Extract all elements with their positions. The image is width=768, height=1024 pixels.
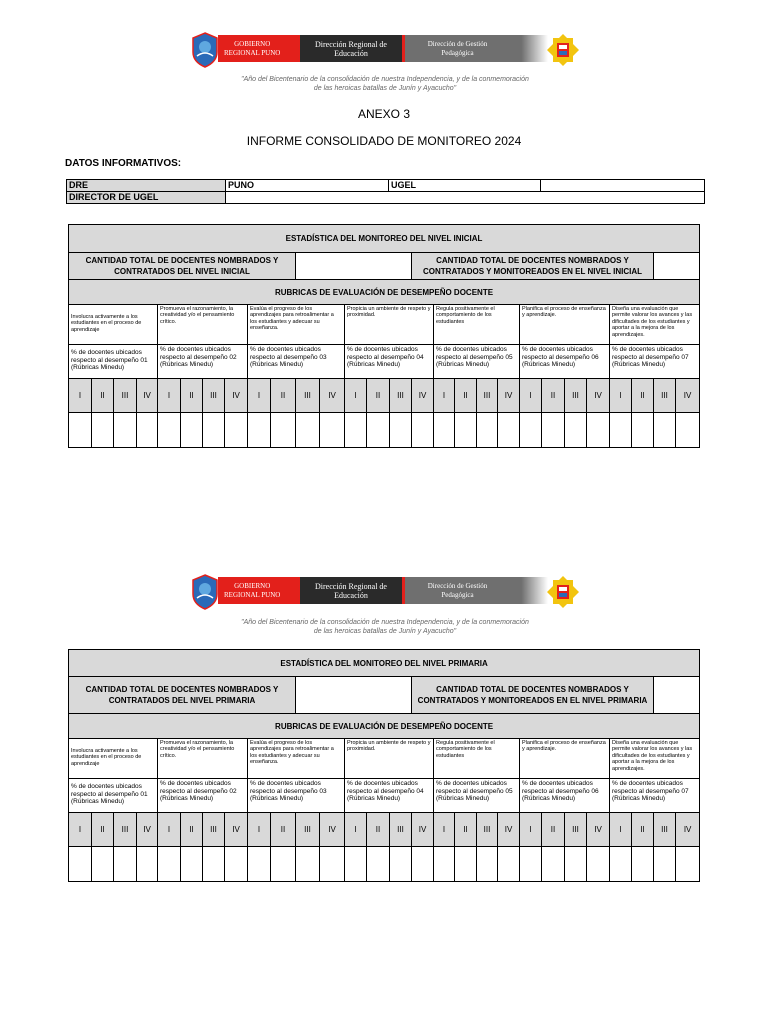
level-header-cell: IV	[498, 379, 520, 413]
level-value-cell[interactable]	[412, 847, 434, 882]
inicial-total-monitoreados-value[interactable]	[654, 253, 700, 280]
level-header-cell: IV	[676, 379, 700, 413]
rubric-percentage-label: % de docentes ubicados respecto al desempeño 01 (Rúbricas Minedu)	[69, 345, 158, 379]
level-value-cell[interactable]	[225, 847, 248, 882]
level-header-cell: IV	[587, 813, 610, 847]
level-value-cell[interactable]	[610, 847, 632, 882]
ugel-value-cell[interactable]	[541, 180, 705, 192]
level-value-cell[interactable]	[92, 847, 114, 882]
level-header-cell: III	[296, 813, 320, 847]
rubric-description: Evalúa el progreso de los aprendizajes para retroalimentar a los estudiantes y adecuar su enseñanza.	[248, 305, 345, 345]
level-header-cell: IV	[320, 379, 345, 413]
level-header-cell: III	[477, 379, 498, 413]
monitoreo-primaria-table	[68, 649, 700, 882]
level-header-cell: II	[271, 813, 296, 847]
level-value-cell[interactable]	[367, 413, 390, 448]
level-value-cell[interactable]	[345, 847, 367, 882]
level-value-cell[interactable]	[587, 847, 610, 882]
level-value-cell[interactable]	[181, 413, 203, 448]
monitoreo-inicial-table	[68, 224, 700, 448]
level-value-cell[interactable]	[345, 413, 367, 448]
level-value-cell[interactable]	[676, 413, 700, 448]
level-value-cell[interactable]	[225, 413, 248, 448]
rubric-percentage-label: % de docentes ubicados respecto al desempeño 06 (Rúbricas Minedu)	[520, 779, 610, 813]
level-header-cell: I	[158, 379, 181, 413]
level-value-cell[interactable]	[390, 847, 412, 882]
rubric-description: Planifica el proceso de enseñanza y aprendizaje.	[520, 305, 610, 345]
rubric-description: Involucra activamente a los estudiantes en el proceso de aprendizaje	[69, 305, 158, 345]
level-value-cell[interactable]	[498, 413, 520, 448]
level-value-cell[interactable]	[69, 847, 92, 882]
inicial-title: ESTADÍSTICA DEL MONITOREO DEL NIVEL INICIAL	[69, 225, 700, 253]
level-header-cell: I	[610, 379, 632, 413]
level-value-cell[interactable]	[137, 413, 158, 448]
rubric-percentage-label: % de docentes ubicados respecto al desempeño 03 (Rúbricas Minedu)	[248, 779, 345, 813]
level-value-cell[interactable]	[542, 413, 565, 448]
level-value-cell[interactable]	[296, 847, 320, 882]
level-header-cell: II	[632, 813, 654, 847]
level-header-cell: III	[654, 813, 676, 847]
dgp-label: Dirección de Gestión Pedagógica	[402, 577, 510, 604]
rubric-description: Diseña una evaluación que permite valorar los avances y las dificultades de los estudiantes y aportar a la mejora de los aprendizajes.	[610, 305, 700, 345]
level-header-cell: III	[203, 813, 225, 847]
inicial-description-row	[69, 305, 700, 345]
level-header-cell: I	[248, 813, 271, 847]
level-value-cell[interactable]	[520, 413, 542, 448]
level-value-cell[interactable]	[676, 847, 700, 882]
rubric-percentage-label: % de docentes ubicados respecto al desempeño 02 (Rúbricas Minedu)	[158, 345, 248, 379]
institutional-banner	[190, 32, 580, 68]
level-header-cell: III	[296, 379, 320, 413]
level-value-cell[interactable]	[114, 413, 137, 448]
level-header-cell: I	[248, 379, 271, 413]
annex-title: ANEXO 3	[357, 107, 411, 121]
level-header-cell: I	[345, 813, 367, 847]
level-value-cell[interactable]	[654, 847, 676, 882]
level-value-cell[interactable]	[367, 847, 390, 882]
level-value-cell[interactable]	[455, 847, 477, 882]
level-value-cell[interactable]	[248, 413, 271, 448]
level-value-cell[interactable]	[137, 847, 158, 882]
institutional-banner-2	[190, 574, 580, 610]
level-header-cell: II	[271, 379, 296, 413]
level-value-cell[interactable]	[271, 413, 296, 448]
dre-value-cell: PUNO	[226, 180, 389, 192]
datos-table	[66, 179, 705, 204]
level-value-cell[interactable]	[271, 847, 296, 882]
dre-label: Dirección Regional de Educación	[300, 577, 402, 604]
level-header-cell: IV	[225, 379, 248, 413]
level-value-cell[interactable]	[69, 413, 92, 448]
level-header-cell: I	[520, 379, 542, 413]
level-header-cell: IV	[320, 813, 345, 847]
level-value-cell[interactable]	[158, 847, 181, 882]
inicial-value-row	[69, 413, 700, 448]
level-header-cell: I	[434, 813, 455, 847]
ugel-label-cell: UGEL	[389, 180, 541, 192]
level-value-cell[interactable]	[565, 413, 587, 448]
level-value-cell[interactable]	[565, 847, 587, 882]
level-value-cell[interactable]	[320, 413, 345, 448]
level-value-cell[interactable]	[203, 413, 225, 448]
level-value-cell[interactable]	[248, 847, 271, 882]
rubric-description: Evalúa el progreso de los aprendizajes para retroalimentar a los estudiantes y adecuar su enseñanza.	[248, 739, 345, 779]
primaria-title: ESTADÍSTICA DEL MONITOREO DEL NIVEL PRIMARIA	[69, 650, 700, 677]
level-header-cell: II	[367, 813, 390, 847]
level-header-cell: III	[114, 379, 137, 413]
level-value-cell[interactable]	[181, 847, 203, 882]
level-value-cell[interactable]	[587, 413, 610, 448]
level-header-cell: III	[390, 379, 412, 413]
level-value-cell[interactable]	[320, 847, 345, 882]
dre-label: Dirección Regional de Educación	[300, 35, 402, 62]
rubric-description: Involucra activamente a los estudiantes en el proceso de aprendizaje	[69, 739, 158, 779]
level-header-cell: III	[654, 379, 676, 413]
level-header-cell: III	[114, 813, 137, 847]
level-header-cell: II	[181, 813, 203, 847]
primaria-total-monitoreados-label: CANTIDAD TOTAL DE DOCENTES NOMBRADOS Y CONTRATADOS Y MONITOREADOS EN EL NIVEL PRIMARIA	[412, 677, 654, 714]
level-header-cell: I	[69, 813, 92, 847]
rubric-percentage-label: % de docentes ubicados respecto al desempeño 07 (Rúbricas Minedu)	[610, 345, 700, 379]
level-value-cell[interactable]	[498, 847, 520, 882]
inicial-total-monitoreados-label: CANTIDAD TOTAL DE DOCENTES NOMBRADOS Y CONTRATADOS Y MONITOREADOS EN EL NIVEL INICIAL	[412, 253, 654, 280]
rubric-percentage-label: % de docentes ubicados respecto al desempeño 05 (Rúbricas Minedu)	[434, 779, 520, 813]
level-header-cell: IV	[225, 813, 248, 847]
motto: "Año del Bicentenario de la consolidación de nuestra Independencia, y de la conmemoración de las heroicas batallas de Junín y Ayacucho"	[241, 76, 529, 92]
level-header-cell: II	[632, 379, 654, 413]
rubric-percentage-label: % de docentes ubicados respecto al desempeño 06 (Rúbricas Minedu)	[520, 345, 610, 379]
rubric-description: Propicia un ambiente de respeto y proximidad.	[345, 739, 434, 779]
rubric-description: Regula positivamente el comportamiento de los estudiantes	[434, 739, 520, 779]
level-header-cell: III	[565, 379, 587, 413]
inicial-percentage-row	[69, 345, 700, 379]
primaria-total-nombrados-label: CANTIDAD TOTAL DE DOCENTES NOMBRADOS Y CONTRATADOS DEL NIVEL PRIMARIA	[69, 677, 296, 714]
level-header-cell: IV	[412, 379, 434, 413]
rubric-description: Planifica el proceso de enseñanza y aprendizaje.	[520, 739, 610, 779]
level-value-cell[interactable]	[477, 413, 498, 448]
rubric-percentage-label: % de docentes ubicados respecto al desempeño 07 (Rúbricas Minedu)	[610, 779, 700, 813]
inicial-total-nombrados-label: CANTIDAD TOTAL DE DOCENTES NOMBRADOS Y CONTRATADOS DEL NIVEL INICIAL	[69, 253, 296, 280]
rubric-percentage-label: % de docentes ubicados respecto al desempeño 01 (Rúbricas Minedu)	[69, 779, 158, 813]
rubric-description: Regula positivamente el comportamiento de los estudiantes	[434, 305, 520, 345]
level-header-cell: I	[610, 813, 632, 847]
rubric-description: Diseña una evaluación que permite valorar los avances y las dificultades de los estudiantes y aportar a la mejora de los aprendizajes.	[610, 739, 700, 779]
rubric-description: Propicia un ambiente de respeto y proximidad.	[345, 305, 434, 345]
director-label-cell: DIRECTOR DE UGEL	[67, 192, 226, 204]
level-value-cell[interactable]	[390, 413, 412, 448]
level-header-cell: III	[565, 813, 587, 847]
level-value-cell[interactable]	[434, 847, 455, 882]
level-header-cell: II	[92, 379, 114, 413]
primaria-percentage-row	[69, 779, 700, 813]
level-header-cell: IV	[587, 379, 610, 413]
level-header-cell: IV	[137, 813, 158, 847]
rubric-percentage-label: % de docentes ubicados respecto al desempeño 04 (Rúbricas Minedu)	[345, 779, 434, 813]
datos-informativos-label: DATOS INFORMATIVOS:	[65, 158, 182, 169]
level-value-cell[interactable]	[632, 847, 654, 882]
dgp-label: Dirección de Gestión Pedagógica	[402, 35, 510, 62]
level-value-cell[interactable]	[542, 847, 565, 882]
level-value-cell[interactable]	[434, 413, 455, 448]
inicial-total-nombrados-value[interactable]	[296, 253, 412, 280]
rubric-percentage-label: % de docentes ubicados respecto al desempeño 02 (Rúbricas Minedu)	[158, 779, 248, 813]
level-header-cell: IV	[137, 379, 158, 413]
level-header-cell: I	[520, 813, 542, 847]
level-header-cell: II	[542, 379, 565, 413]
level-header-cell: IV	[498, 813, 520, 847]
level-value-cell[interactable]	[412, 413, 434, 448]
motto-2: "Año del Bicentenario de la consolidación de nuestra Independencia, y de la conmemoración de las heroicas batallas de Junín y Ayacucho"	[241, 619, 529, 635]
level-value-cell[interactable]	[114, 847, 137, 882]
level-header-cell: III	[203, 379, 225, 413]
level-value-cell[interactable]	[520, 847, 542, 882]
level-header-cell: II	[455, 379, 477, 413]
puno-coat-of-arms-icon	[546, 575, 580, 609]
level-value-cell[interactable]	[158, 413, 181, 448]
primaria-level-row	[69, 813, 700, 847]
primaria-total-monitoreados-value[interactable]	[654, 677, 700, 714]
level-value-cell[interactable]	[92, 413, 114, 448]
level-header-cell: I	[345, 379, 367, 413]
rubric-percentage-label: % de docentes ubicados respecto al desempeño 03 (Rúbricas Minedu)	[248, 345, 345, 379]
rubric-percentage-label: % de docentes ubicados respecto al desempeño 05 (Rúbricas Minedu)	[434, 345, 520, 379]
rubric-description: Promueva el razonamiento, la creatividad y/o el pensamiento crítico.	[158, 739, 248, 779]
rubric-description: Promueva el razonamiento, la creatividad y/o el pensamiento crítico.	[158, 305, 248, 345]
level-value-cell[interactable]	[632, 413, 654, 448]
level-value-cell[interactable]	[610, 413, 632, 448]
report-title: INFORME CONSOLIDADO DE MONITOREO 2024	[246, 134, 522, 148]
banner-strip	[510, 35, 548, 62]
level-value-cell[interactable]	[477, 847, 498, 882]
level-header-cell: I	[434, 379, 455, 413]
gobierno-regional-seal-icon	[190, 574, 220, 610]
primaria-total-nombrados-value[interactable]	[296, 677, 412, 714]
gobierno-regional-seal-icon	[190, 32, 220, 68]
puno-coat-of-arms-icon	[546, 33, 580, 67]
level-header-cell: III	[477, 813, 498, 847]
level-header-cell: II	[181, 379, 203, 413]
primaria-value-row	[69, 847, 700, 882]
dre-label-cell: DRE	[67, 180, 226, 192]
level-header-cell: III	[390, 813, 412, 847]
inicial-level-row	[69, 379, 700, 413]
level-header-cell: II	[92, 813, 114, 847]
primaria-rubricas-title: RUBRICAS DE EVALUACIÓN DE DESEMPEÑO DOCENTE	[69, 714, 700, 739]
director-value-cell[interactable]	[226, 192, 705, 204]
level-value-cell[interactable]	[455, 413, 477, 448]
level-header-cell: IV	[676, 813, 700, 847]
level-value-cell[interactable]	[654, 413, 676, 448]
level-header-cell: I	[158, 813, 181, 847]
level-value-cell[interactable]	[296, 413, 320, 448]
level-header-cell: IV	[412, 813, 434, 847]
gobierno-regional-label: GOBIERNO REGIONAL PUNO	[218, 35, 300, 62]
level-header-cell: I	[69, 379, 92, 413]
primaria-description-row	[69, 739, 700, 779]
level-header-cell: II	[455, 813, 477, 847]
gobierno-regional-label: GOBIERNO REGIONAL PUNO	[218, 577, 300, 604]
banner-strip	[510, 577, 548, 604]
level-header-cell: II	[542, 813, 565, 847]
rubric-percentage-label: % de docentes ubicados respecto al desempeño 04 (Rúbricas Minedu)	[345, 345, 434, 379]
level-value-cell[interactable]	[203, 847, 225, 882]
level-header-cell: II	[367, 379, 390, 413]
inicial-rubricas-title: RUBRICAS DE EVALUACIÓN DE DESEMPEÑO DOCENTE	[69, 280, 700, 305]
